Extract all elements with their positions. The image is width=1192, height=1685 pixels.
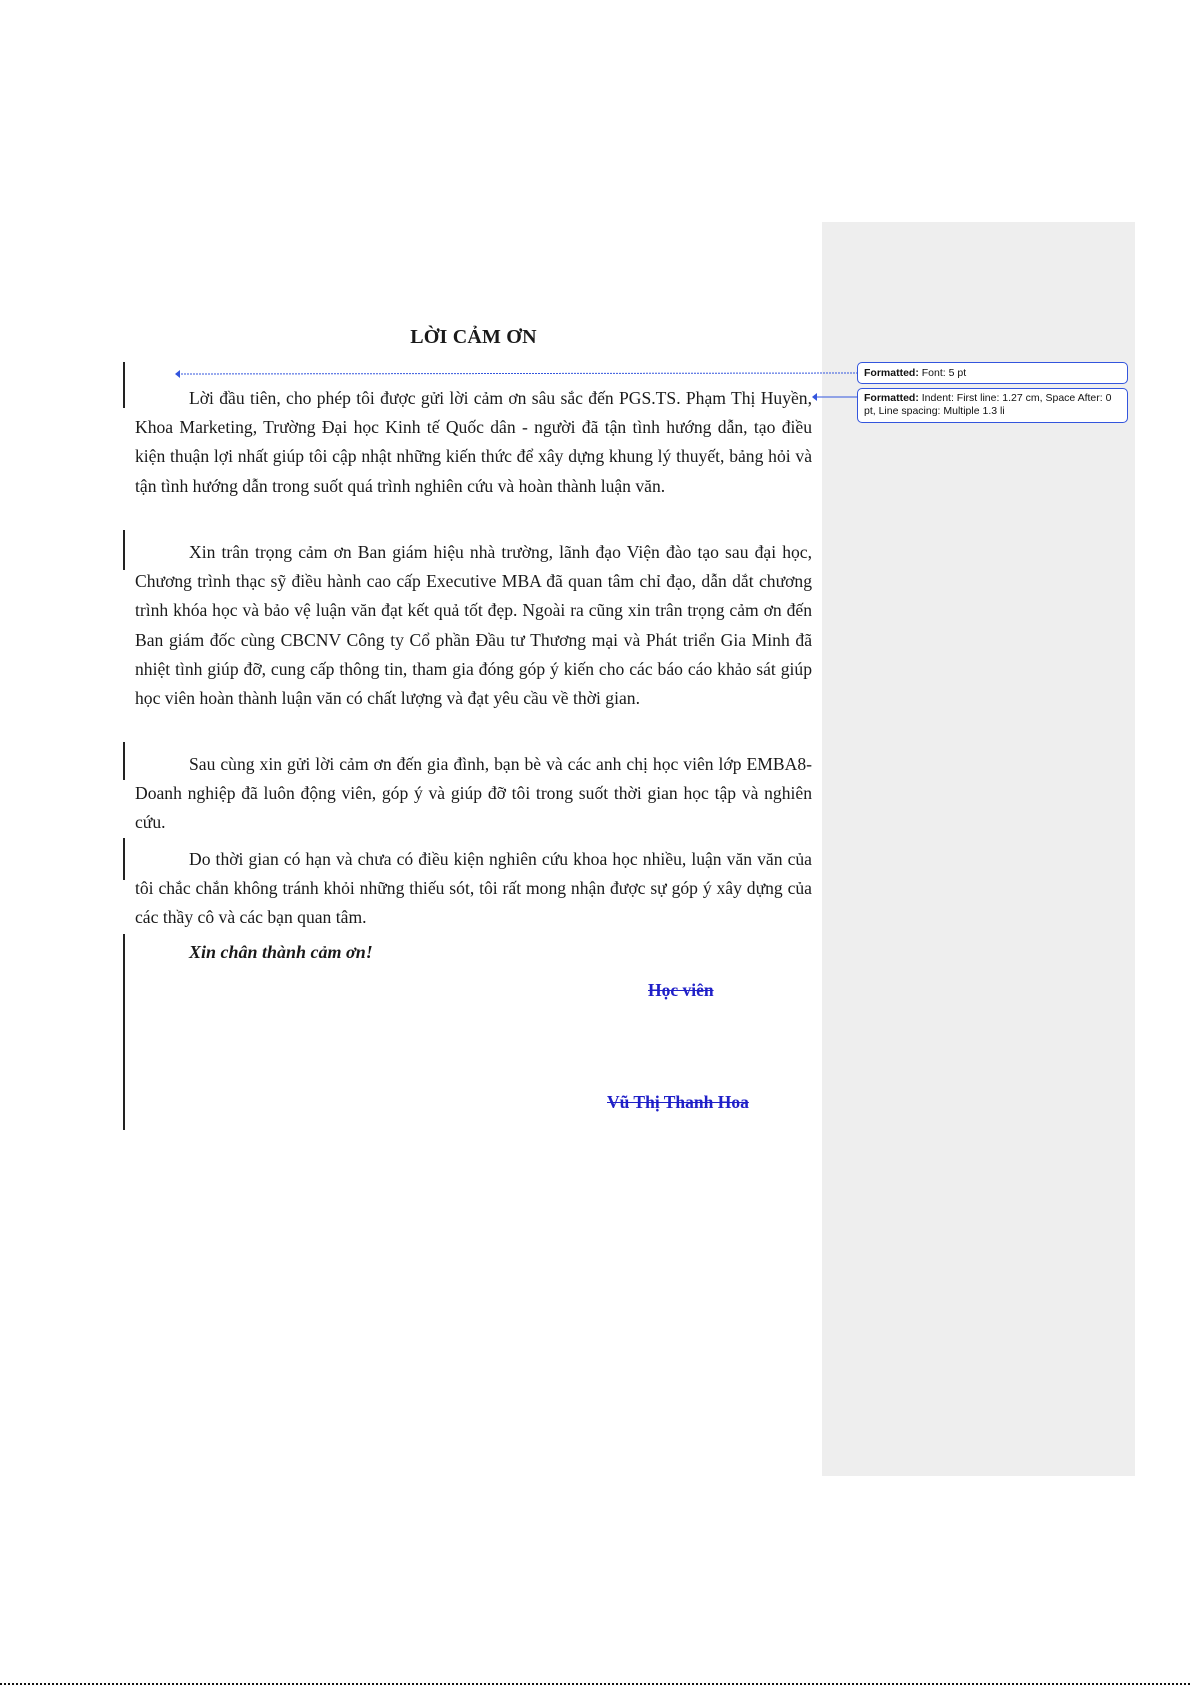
document-title: LỜI CẢM ƠN: [410, 326, 537, 348]
formatting-balloon-font[interactable]: [857, 362, 1128, 384]
paragraph-acknowledgement-school: Xin trân trọng cảm ơn Ban giám hiệu nhà trường, lãnh đạo Viện đào tạo sau đại học, Chương trình thạc sỹ điều hành cao cấp Executive MBA đã quan tâm chỉ đạo, dẫn dắt chương trình khóa học và bảo vệ luận văn đạt kết quả tốt đẹp. Ngoài ra cũng xin trân trọng cảm ơn đến Ban giám đốc cùng CBCNV Công ty Cổ phần Đầu tư Thương mại và Phát triển Gia Minh đã nhiệt tình giúp đỡ, cung cấp thông tin, tham gia đóng góp ý kiến cho các báo cáo khảo sát giúp học viên hoàn thành luận văn có chất lượng và đạt yêu cầu về thời gian.: [135, 542, 812, 709]
balloon-text: Font: 5 pt: [921, 367, 967, 379]
formatting-balloon-indent[interactable]: [857, 388, 1128, 423]
paragraph-limitations: Do thời gian có hạn và chưa có điều kiện nghiên cứu khoa học nhiều, luận văn văn của tôi chắc chắn không tránh khỏi những thiếu sót, tôi rất mong nhận được sự góp ý xây dựng của các thầy cô và các bạn quan tâm.: [135, 849, 812, 928]
change-bar: [123, 742, 125, 780]
signature-role-deleted: Học viên: [648, 980, 714, 1000]
change-bar: [123, 530, 125, 570]
paragraph-acknowledgement-family: Sau cùng xin gửi lời cảm ơn đến gia đình, bạn bè và các anh chị học viên lớp EMBA8- Doanh nghiệp đã luôn động viên, góp ý và giúp đỡ tôi trong suốt thời gian học tập và nghiên cứu.: [135, 754, 812, 833]
balloon-label: Formatted:: [864, 392, 919, 404]
balloon-text: Indent: First line: 1.27 cm, Space After: 0 pt, Line spacing: Multiple 1.3 li: [864, 392, 1112, 417]
signature-name-deleted: Vũ Thị Thanh Hoa: [607, 1092, 749, 1112]
change-bar: [123, 362, 125, 408]
change-bar: [123, 838, 125, 880]
closing-line: Xin chân thành cảm ơn!: [189, 942, 373, 962]
balloon-label: Formatted:: [864, 367, 919, 379]
paragraph-acknowledgement-advisor: Lời đầu tiên, cho phép tôi được gửi lời cảm ơn sâu sắc đến PGS.TS. Phạm Thị Huyền, Khoa Marketing, Trường Đại học Kinh tế Quốc dân - người đã tận tình hướng dẫn, tạo điều kiện thuận lợi nhất giúp tôi cập nhật những kiến thức để xây dựng khung lý thuyết, bảng hỏi và tận tình hướng dẫn trong suốt quá trình nghiên cứu và hoàn thành luận văn.: [135, 388, 812, 496]
connector-line-font: [178, 373, 857, 374]
connector-anchor-indent: [812, 393, 817, 401]
connector-anchor-font: [175, 370, 180, 378]
change-bar: [123, 934, 125, 1130]
